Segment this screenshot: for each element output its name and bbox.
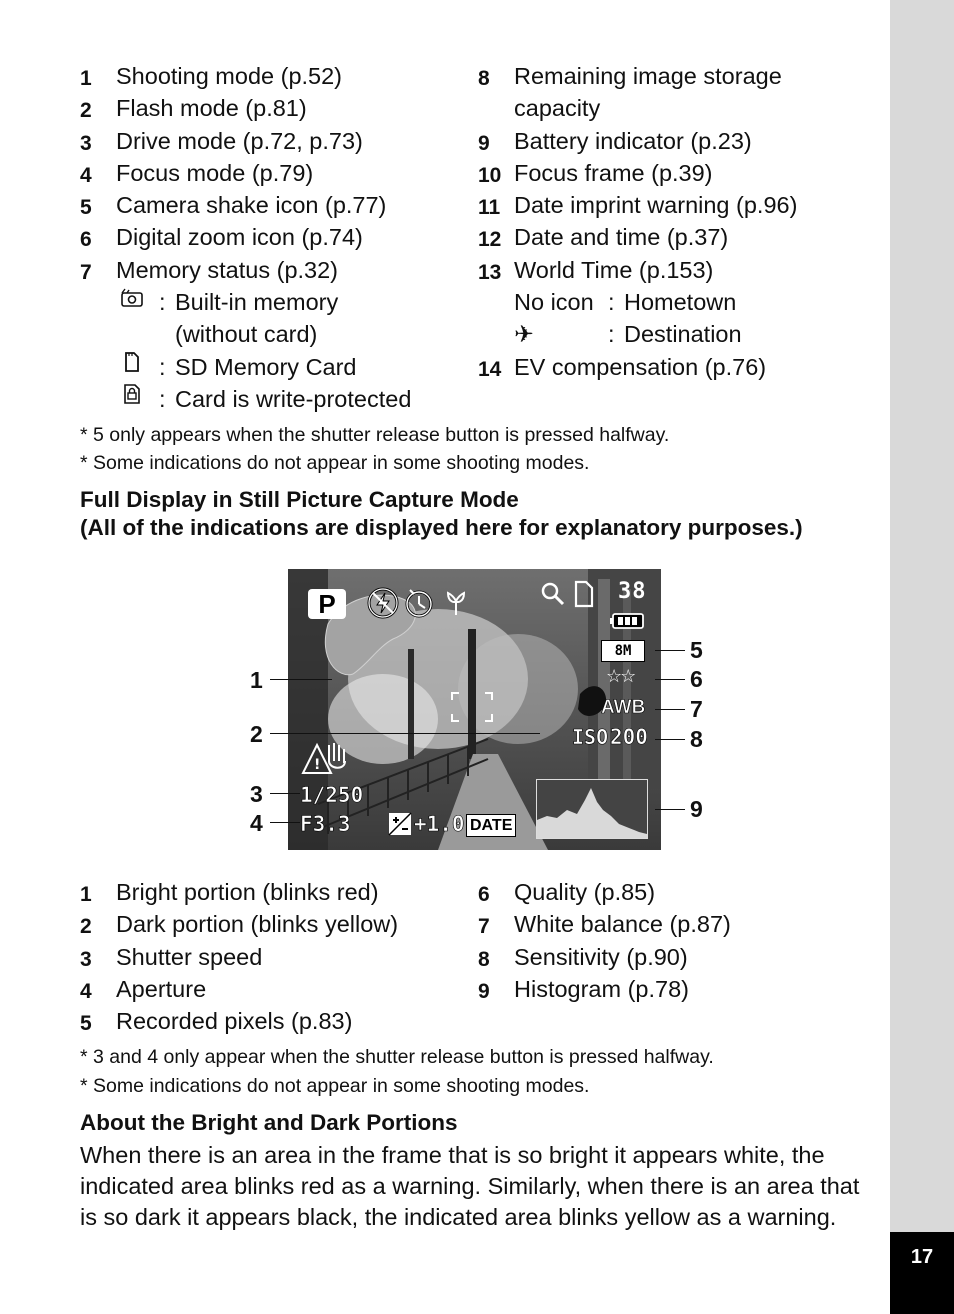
quality-stars: ☆☆ <box>606 666 635 687</box>
item-text: Bright portion (blinks red) <box>116 879 379 905</box>
item-text: White balance (p.87) <box>514 911 731 938</box>
item-number: 14 <box>478 357 502 381</box>
white-balance-label: AWB <box>601 697 646 718</box>
callout-number: 7 <box>690 696 703 722</box>
world-time-text: Destination <box>624 321 742 348</box>
side-margin-bar <box>890 0 954 1314</box>
ev-compensation-icon <box>388 812 412 841</box>
callout-number: 6 <box>690 666 703 692</box>
macro-focus-icon <box>442 587 470 622</box>
footnote: * 3 and 4 only appear when the shutter release button is pressed halfway. <box>80 1046 714 1068</box>
item-text: Dark portion (blinks yellow) <box>116 911 399 938</box>
item-number: 12 <box>478 228 502 252</box>
item-text: Flash mode (p.81) <box>116 95 307 122</box>
item-text: Shooting mode (p.52) <box>116 63 343 89</box>
item-number: 9 <box>478 979 490 1003</box>
footnote: * Some indications do not appear in some shooting modes. <box>80 452 590 474</box>
section-heading: Full Display in Still Picture Capture Mode <box>80 487 519 512</box>
flash-off-icon <box>366 586 400 625</box>
svg-text:!: ! <box>314 757 321 773</box>
item-number: 2 <box>80 99 92 123</box>
focus-frame <box>450 691 494 723</box>
memory-option-text: (without card) <box>175 321 318 348</box>
item-text: Drive mode (p.72, p.73) <box>116 127 363 154</box>
callout-number: 1 <box>250 667 263 693</box>
item-text: Recorded pixels (p.83) <box>116 1008 353 1035</box>
remaining-shots: 38 <box>618 579 647 604</box>
callout-number: 9 <box>690 796 703 822</box>
item-number: 13 <box>478 260 502 284</box>
built-in-memory-icon <box>116 286 148 318</box>
item-number: 9 <box>478 131 490 155</box>
item-text: capacity <box>514 95 601 122</box>
footnote: * 5 only appears when the shutter release button is pressed halfway. <box>80 424 670 446</box>
item-number: 10 <box>478 163 502 187</box>
item-text: Memory status (p.32) <box>116 256 339 283</box>
about-heading: About the Bright and Dark Portions <box>80 1110 458 1135</box>
digital-zoom-icon <box>540 581 566 612</box>
airplane-icon: ✈ <box>514 321 534 348</box>
callout-number: 5 <box>690 637 703 663</box>
callout-leader <box>270 793 300 794</box>
item-number: 3 <box>80 947 92 971</box>
shooting-mode-indicator: P <box>308 589 346 619</box>
item-text: Quality (p.85) <box>514 879 656 905</box>
paragraph-line: is so dark it appears black, the indicated area blinks yellow as a warning. <box>80 1204 837 1230</box>
item-number: 1 <box>80 883 92 906</box>
iso-label: ISO <box>572 725 609 749</box>
item-text: Camera shake icon (p.77) <box>116 192 387 219</box>
footnote: * Some indications do not appear in some shooting modes. <box>80 1075 590 1097</box>
paragraph-line: When there is an area in the frame that is so bright it appears white, the <box>80 1142 825 1168</box>
item-number: 4 <box>80 979 92 1003</box>
ev-value: +1.0 <box>414 812 465 836</box>
item-number: 5 <box>80 1012 92 1036</box>
callout-number: 3 <box>250 781 263 807</box>
callout-leader <box>270 822 300 823</box>
date-imprint-badge: DATE <box>466 814 516 837</box>
item-number: 7 <box>478 915 490 939</box>
page-number: 17 <box>890 1232 954 1314</box>
callout-number: 2 <box>250 721 263 747</box>
callout-leader <box>655 679 685 680</box>
self-timer-icon <box>402 585 436 624</box>
item-number: 2 <box>80 915 92 939</box>
callout-leader <box>270 733 540 734</box>
item-text: Digital zoom icon (p.74) <box>116 224 363 251</box>
histogram <box>536 779 648 839</box>
item-number: 1 <box>80 67 92 90</box>
callout-leader <box>655 709 685 710</box>
item-text: Remaining image storage <box>514 63 782 89</box>
item-number: 3 <box>80 131 92 155</box>
item-text: Histogram (p.78) <box>514 975 689 1002</box>
callout-number: 4 <box>250 810 263 836</box>
item-text: Battery indicator (p.23) <box>514 127 752 154</box>
memory-option-text: Built-in memory <box>175 289 339 316</box>
item-text: Aperture <box>116 975 207 1002</box>
callout-leader <box>655 739 685 740</box>
memory-option-text: Card is write-protected <box>175 385 412 412</box>
item-text: Date imprint warning (p.96) <box>514 192 798 219</box>
callout-leader <box>270 679 332 680</box>
iso-value: 200 <box>610 725 648 749</box>
item-number: 8 <box>478 947 490 971</box>
item-text: Date and time (p.37) <box>514 224 729 251</box>
item-number: 5 <box>80 196 92 220</box>
callout-leader <box>655 650 685 651</box>
section-subheading: (All of the indications are displayed here for explanatory purposes.) <box>80 515 803 540</box>
recorded-pixels-badge: 8M <box>601 640 645 662</box>
about-paragraph <box>80 1140 880 1233</box>
world-time-label: No icon <box>514 289 594 316</box>
callout-leader <box>655 809 685 810</box>
battery-indicator-icon <box>610 612 646 635</box>
item-number: 8 <box>478 67 490 90</box>
item-number: 4 <box>80 163 92 187</box>
callout-number: 8 <box>690 726 703 752</box>
shutter-speed: 1/250 <box>300 783 364 807</box>
item-text: World Time (p.153) <box>514 256 714 283</box>
sd-card-icon <box>116 351 148 383</box>
item-text: Shutter speed <box>116 943 263 970</box>
item-text: EV compensation (p.76) <box>514 353 767 380</box>
item-number: 6 <box>80 228 92 252</box>
item-number: 11 <box>478 196 501 220</box>
lcd-display-illustration <box>288 569 661 850</box>
item-number: 7 <box>80 260 92 284</box>
item-text: Focus mode (p.79) <box>116 159 314 186</box>
sd-card-status-icon <box>574 580 594 613</box>
aperture-value: F3.3 <box>300 812 351 836</box>
memory-option-text: SD Memory Card <box>175 353 357 380</box>
item-text: Focus frame (p.39) <box>514 159 713 186</box>
item-number: 6 <box>478 883 490 906</box>
paragraph-line: indicated area blinks red as a warning. Similarly, when there is an area that <box>80 1173 860 1199</box>
item-text: Sensitivity (p.90) <box>514 943 688 970</box>
camera-shake-icon <box>301 739 351 782</box>
write-protected-card-icon <box>116 383 148 415</box>
world-time-text: Hometown <box>624 289 737 316</box>
